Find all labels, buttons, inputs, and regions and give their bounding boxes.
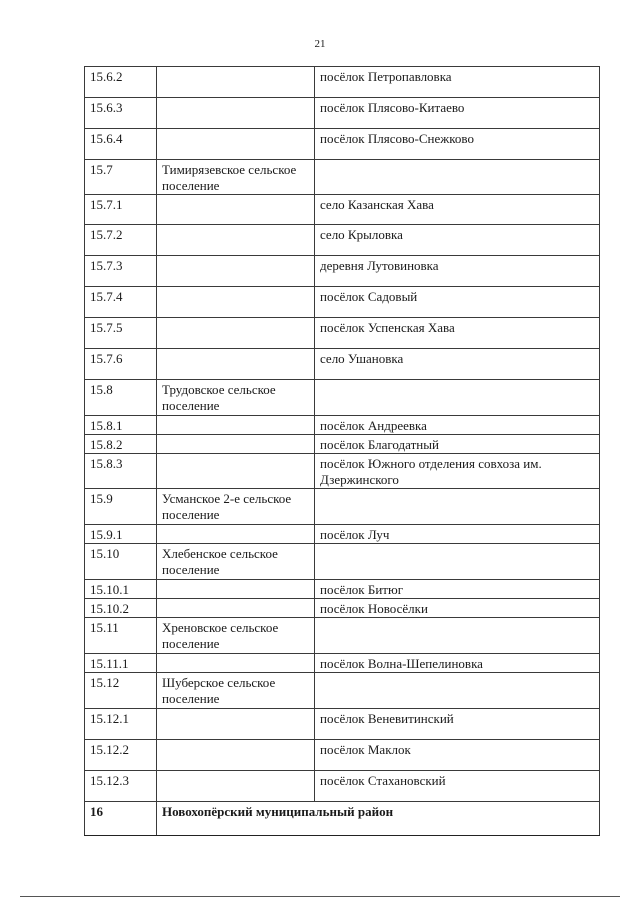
table-row	[85, 489, 600, 525]
table-row	[85, 771, 600, 802]
settlement-cell: Тимирязевское сельское поселение	[157, 160, 315, 195]
row-number-cell: 16	[85, 802, 157, 836]
settlement-cell	[157, 454, 315, 489]
table-row	[85, 160, 600, 195]
row-number-cell: 15.6.3	[85, 98, 157, 129]
settlement-cell	[157, 525, 315, 544]
locality-cell: посёлок Южного отделения совхоза им. Дзержинского	[315, 454, 600, 489]
locality-cell	[315, 380, 600, 416]
row-number-cell: 15.7.2	[85, 225, 157, 256]
locality-cell	[315, 673, 600, 709]
locality-cell: село Крыловка	[315, 225, 600, 256]
locality-cell: посёлок Новосёлки	[315, 599, 600, 618]
table-row	[85, 525, 600, 544]
settlement-cell	[157, 287, 315, 318]
table-row	[85, 67, 600, 98]
row-number-cell: 15.9.1	[85, 525, 157, 544]
settlement-cell	[157, 225, 315, 256]
locality-cell: посёлок Стахановский	[315, 771, 600, 802]
settlement-cell: Трудовское сельское поселение	[157, 380, 315, 416]
settlement-cell	[157, 256, 315, 287]
table-row	[85, 256, 600, 287]
row-number-cell: 15.8	[85, 380, 157, 416]
row-number-cell: 15.12.3	[85, 771, 157, 802]
settlement-cell	[157, 771, 315, 802]
district-row	[85, 802, 600, 836]
settlement-cell	[157, 599, 315, 618]
locality-cell: посёлок Успенская Хава	[315, 318, 600, 349]
table-row	[85, 599, 600, 618]
bottom-rule	[20, 896, 620, 897]
locality-cell: посёлок Петропавловка	[315, 67, 600, 98]
table-row	[85, 195, 600, 225]
row-number-cell: 15.10	[85, 544, 157, 580]
table-row	[85, 454, 600, 489]
row-number-cell: 15.8.2	[85, 435, 157, 454]
table-row	[85, 740, 600, 771]
row-number-cell: 15.8.3	[85, 454, 157, 489]
row-number-cell: 15.7.5	[85, 318, 157, 349]
row-number-cell: 15.7.4	[85, 287, 157, 318]
locality-cell: деревня Лутовиновка	[315, 256, 600, 287]
table-row	[85, 129, 600, 160]
locality-cell: посёлок Маклок	[315, 740, 600, 771]
settlement-cell	[157, 67, 315, 98]
settlement-cell: Хлебенское сельское поселение	[157, 544, 315, 580]
table-row	[85, 709, 600, 740]
locality-cell: посёлок Волна-Шепелиновка	[315, 654, 600, 673]
locality-cell: посёлок Благодатный	[315, 435, 600, 454]
settlement-cell	[157, 654, 315, 673]
table-row	[85, 287, 600, 318]
settlement-cell	[157, 318, 315, 349]
table-row	[85, 435, 600, 454]
settlement-cell	[157, 98, 315, 129]
row-number-cell: 15.10.2	[85, 599, 157, 618]
row-number-cell: 15.7.6	[85, 349, 157, 380]
row-number-cell: 15.7	[85, 160, 157, 195]
row-number-cell: 15.12.1	[85, 709, 157, 740]
table-row	[85, 416, 600, 435]
locality-cell: посёлок Плясово-Снежково	[315, 129, 600, 160]
table-row	[85, 673, 600, 709]
table-row	[85, 544, 600, 580]
settlement-cell	[157, 129, 315, 160]
table-row	[85, 349, 600, 380]
settlement-cell: Новохопёрский муниципальный район	[157, 802, 600, 836]
row-number-cell: 15.6.2	[85, 67, 157, 98]
settlement-cell: Хреновское сельское поселение	[157, 618, 315, 654]
table-row	[85, 654, 600, 673]
settlement-cell	[157, 416, 315, 435]
row-number-cell: 15.7.1	[85, 195, 157, 225]
settlement-cell	[157, 435, 315, 454]
locality-cell: посёлок Андреевка	[315, 416, 600, 435]
table-row	[85, 98, 600, 129]
row-number-cell: 15.12.2	[85, 740, 157, 771]
row-number-cell: 15.11.1	[85, 654, 157, 673]
locality-cell: село Ушановка	[315, 349, 600, 380]
locality-cell: посёлок Битюг	[315, 580, 600, 599]
locality-cell: посёлок Луч	[315, 525, 600, 544]
settlements-table	[84, 66, 600, 836]
locality-cell	[315, 160, 600, 195]
row-number-cell: 15.12	[85, 673, 157, 709]
table-row	[85, 580, 600, 599]
settlement-cell: Шуберское сельское поселение	[157, 673, 315, 709]
page-number: 21	[314, 38, 326, 50]
locality-cell	[315, 618, 600, 654]
row-number-cell: 15.10.1	[85, 580, 157, 599]
row-number-cell: 15.7.3	[85, 256, 157, 287]
settlement-cell: Усманское 2-е сельское поселение	[157, 489, 315, 525]
locality-cell	[315, 489, 600, 525]
locality-cell	[315, 544, 600, 580]
table-row	[85, 618, 600, 654]
table-row	[85, 318, 600, 349]
table-row	[85, 225, 600, 256]
settlement-cell	[157, 580, 315, 599]
row-number-cell: 15.11	[85, 618, 157, 654]
locality-cell: село Казанская Хава	[315, 195, 600, 225]
settlement-cell	[157, 349, 315, 380]
locality-cell: посёлок Садовый	[315, 287, 600, 318]
row-number-cell: 15.6.4	[85, 129, 157, 160]
locality-cell: посёлок Веневитинский	[315, 709, 600, 740]
row-number-cell: 15.8.1	[85, 416, 157, 435]
row-number-cell: 15.9	[85, 489, 157, 525]
settlement-cell	[157, 709, 315, 740]
settlement-cell	[157, 740, 315, 771]
settlement-cell	[157, 195, 315, 225]
locality-cell: посёлок Плясово-Китаево	[315, 98, 600, 129]
table-row	[85, 380, 600, 416]
